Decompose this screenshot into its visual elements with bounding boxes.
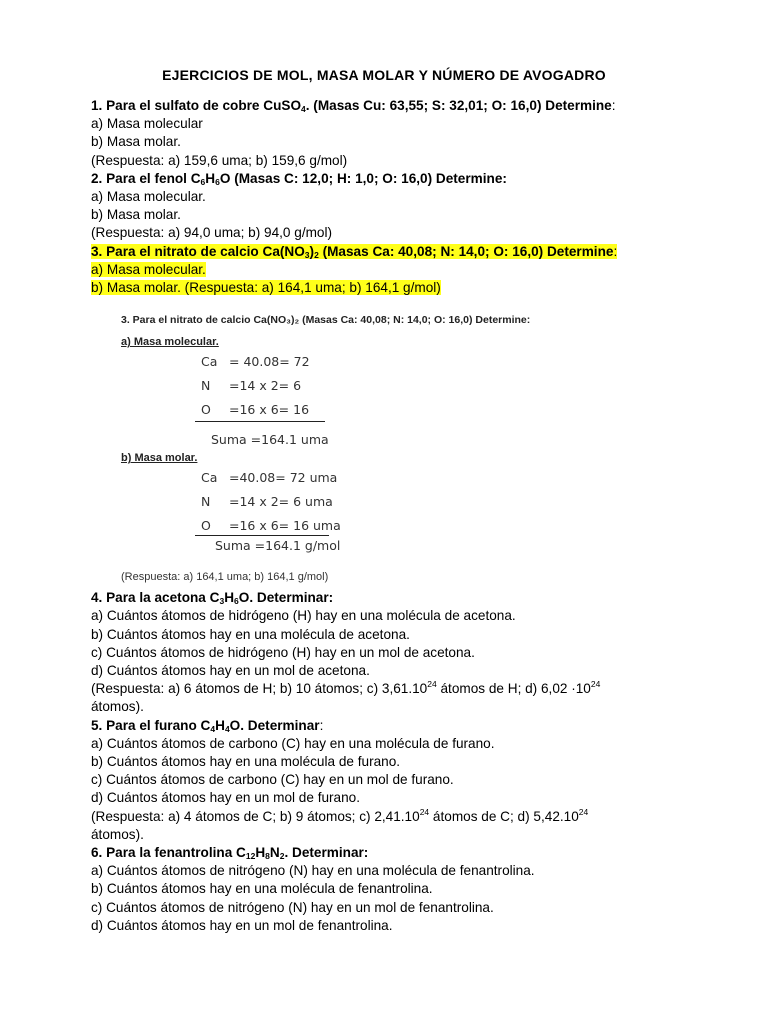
calc-a-value-n: =14 x 2= 6 (229, 378, 302, 394)
exercise-4-heading: 4. Para la acetona $C_3H_6O$. Determinar: (91, 590, 334, 607)
calc-b-element-ca: Ca (201, 470, 218, 486)
calc-a-element-o: O (201, 402, 211, 418)
calc-answer: (Respuesta: a) 164,1 uma; b) 164,1 g/mol) (121, 571, 329, 584)
calc-a-sum-rule (195, 421, 325, 422)
calc-section-a: a) Masa molecular. (121, 336, 219, 349)
calculation-figure (91, 297, 711, 589)
exercise-2-answer: (Respuesta: a) 94,0 uma; b) 94,0 g/mol) (91, 225, 333, 241)
document-body (91, 97, 711, 935)
calc-b-sum: Suma =164.1 g/mol (215, 538, 341, 554)
calc-a-value-ca: = 40.08= 72 (229, 354, 310, 370)
exercise-5-heading: 5. Para el furano $C_4H_4O$. Determinar: (91, 717, 324, 734)
exercise-5-item-d: d) Cuántos átomos hay en un mol de furano. (91, 790, 361, 806)
exercise-5-item-c: c) Cuántos átomos de carbono (C) hay en un mol de furano. (91, 772, 454, 788)
exercise-6-item-b: b) Cuántos átomos hay en una molécula de fenantrolina. (91, 881, 433, 897)
exercise-6-item-d: d) Cuántos átomos hay en un mol de fenantrolina. (91, 917, 393, 933)
exercise-3-heading: 3. Para el nitrato de calcio $Ca(NO_3)_2$ (Masas Ca: 40,08; N: 14,0; O: 16,0) Determine: (91, 243, 618, 260)
calc-b-element-o: O (201, 518, 211, 534)
calc-b-sum-rule (195, 535, 329, 536)
calc-b-element-n: N (201, 494, 211, 510)
exercise-2-item-a: a) Masa molecular. (91, 189, 206, 205)
exercise-5-item-b: b) Cuántos átomos hay en una molécula de furano. (91, 754, 401, 770)
exercise-1-answer: (Respuesta: a) 159,6 uma; b) 159,6 g/mol) (91, 152, 348, 168)
exercise-2-heading: 2. Para el fenol $C_6H_6O$ (Masas C: 12,0; H: 1,0; O: 16,0) Determine: (91, 170, 507, 187)
exercise-4-answer-cont: átomos). (91, 699, 144, 715)
exercise-1-item-a: a) Masa molecular (91, 116, 203, 132)
exercise-2-item-b: b) Masa molar. (91, 207, 181, 223)
exercise-6-item-c: c) Cuántos átomos de nitrógeno (N) hay en un mol de fenantrolina. (91, 899, 494, 915)
page-title: EJERCICIOS DE MOL, MASA MOLAR Y NÚMERO DE AVOGADRO (162, 67, 606, 83)
exercise-4-answer: (Respuesta: a) 6 átomos de H; b) 10 átomos; c) 3,61.10$^{24}$ átomos de H; d) $6,02 \cdot 10^{24}$ (91, 679, 601, 697)
calc-b-value-o: =16 x 6= 16 uma (229, 518, 341, 534)
exercise-1-item-b: b) Masa molar. (91, 134, 181, 150)
calc-section-b: b) Masa molar. (121, 452, 198, 465)
calc-b-value-n: =14 x 2= 6 uma (229, 494, 333, 510)
exercise-6-item-a: a) Cuántos átomos de nitrógeno (N) hay en una molécula de fenantrolina. (91, 863, 535, 879)
exercise-5-item-a: a) Cuántos átomos de carbono (C) hay en una molécula de furano. (91, 735, 495, 751)
exercise-4-item-a: a) Cuántos átomos de hidrógeno (H) hay en una molécula de acetona. (91, 608, 516, 624)
exercise-3-item-a: a) Masa molecular. (91, 261, 206, 277)
calc-a-sum: Suma =164.1 uma (211, 432, 329, 448)
exercise-1-heading: 1. Para el sulfato de cobre CuSO$_4$. (Masas Cu: 63,55; S: 32,01; O: 16,0) Determine: (91, 98, 616, 114)
exercise-5-answer-cont: átomos). (91, 826, 144, 842)
exercise-4-item-c: c) Cuántos átomos de hidrógeno (H) hay en un mol de acetona. (91, 644, 475, 660)
exercise-3-item-b: b) Masa molar. (Respuesta: a) 164,1 uma; b) 164,1 g/mol) (91, 280, 441, 296)
calc-a-value-o: =16 x 6= 16 (229, 402, 310, 418)
exercise-4-item-d: d) Cuántos átomos hay en un mol de acetona. (91, 663, 370, 679)
calc-title: 3. Para el nitrato de calcio Ca(NO₃)₂ (Masas Ca: 40,08; N: 14,0; O: 16,0) Determine: (121, 314, 531, 327)
calc-a-element-n: N (201, 378, 211, 394)
exercise-6-heading: 6. Para la fenantrolina $C_{12}H_8N_2$. Determinar: (91, 845, 369, 862)
calc-a-element-ca: Ca (201, 354, 218, 370)
exercise-5-answer: (Respuesta: a) 4 átomos de C; b) 9 átomos; c) 2,41.10$^{24}$ átomos de C; d) 5,42.10$^{24}$ (91, 806, 589, 824)
exercise-4-item-b: b) Cuántos átomos hay en una molécula de acetona. (91, 626, 410, 642)
calc-b-value-ca: =40.08= 72 uma (229, 470, 338, 486)
